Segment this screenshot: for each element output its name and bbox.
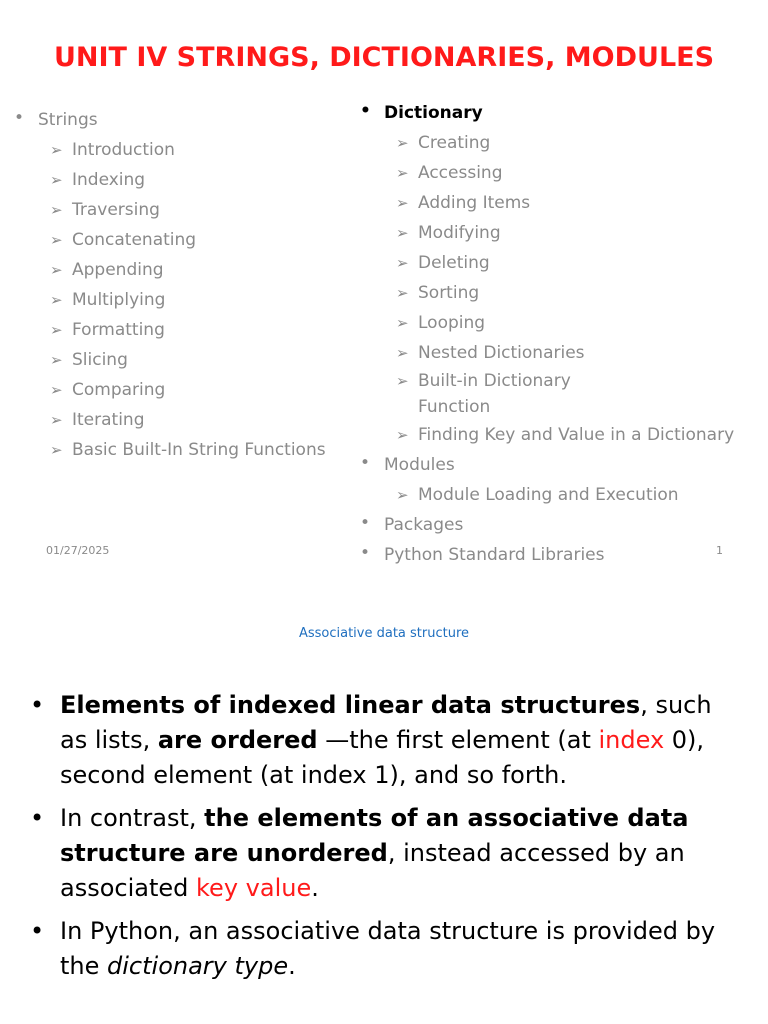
dictionary-item: ➢ Nested Dictionaries bbox=[356, 338, 734, 368]
packages-heading: • Packages bbox=[356, 510, 734, 540]
arrow-bullet-icon: ➢ bbox=[396, 164, 409, 182]
arrow-bullet-icon: ➢ bbox=[50, 231, 63, 249]
dictionary-item: ➢ Creating bbox=[356, 128, 734, 158]
arrow-bullet-icon: ➢ bbox=[396, 344, 409, 362]
strings-outline bbox=[10, 105, 326, 465]
strings-item: ➢ Indexing bbox=[10, 165, 326, 195]
arrow-bullet-icon: ➢ bbox=[396, 224, 409, 242]
arrow-bullet-icon: ➢ bbox=[50, 411, 63, 429]
arrow-bullet-icon: ➢ bbox=[396, 194, 409, 212]
bullet-indexed-structures: • Elements of indexed linear data structures, such as lists, are ordered —the first element (at index 0), second element (at index 1), and so forth. bbox=[28, 688, 728, 793]
bullet-list bbox=[28, 688, 728, 992]
arrow-bullet-icon: ➢ bbox=[396, 314, 409, 332]
arrow-bullet-icon: ➢ bbox=[50, 321, 63, 339]
dictionary-heading: • Dictionary bbox=[356, 98, 734, 128]
strings-heading: • Strings bbox=[10, 105, 326, 135]
dictionary-item: ➢ Looping bbox=[356, 308, 734, 338]
arrow-bullet-icon: ➢ bbox=[396, 134, 409, 152]
dictionary-item: ➢ Accessing bbox=[356, 158, 734, 188]
slide-page-number: 1 bbox=[716, 544, 723, 557]
strings-item: ➢ Introduction bbox=[10, 135, 326, 165]
modules-heading: • Modules bbox=[356, 450, 734, 480]
arrow-bullet-icon: ➢ bbox=[396, 284, 409, 302]
dictionary-outline bbox=[356, 98, 734, 570]
arrow-bullet-icon: ➢ bbox=[50, 261, 63, 279]
strings-item: ➢ Comparing bbox=[10, 375, 326, 405]
arrow-bullet-icon: ➢ bbox=[50, 141, 63, 159]
arrow-bullet-icon: ➢ bbox=[396, 372, 409, 390]
arrow-bullet-icon: ➢ bbox=[50, 441, 63, 459]
strings-item: ➢ Appending bbox=[10, 255, 326, 285]
arrow-bullet-icon: ➢ bbox=[50, 351, 63, 369]
arrow-bullet-icon: ➢ bbox=[396, 486, 409, 504]
strings-item: ➢ Iterating bbox=[10, 405, 326, 435]
arrow-bullet-icon: ➢ bbox=[50, 201, 63, 219]
strings-item: ➢ Multiplying bbox=[10, 285, 326, 315]
dictionary-item: ➢ Deleting bbox=[356, 248, 734, 278]
strings-item: ➢ Formatting bbox=[10, 315, 326, 345]
dictionary-item: ➢ Finding Key and Value in a Dictionary bbox=[356, 420, 734, 450]
modules-item: ➢ Module Loading and Execution bbox=[356, 480, 734, 510]
strings-item: ➢ Traversing bbox=[10, 195, 326, 225]
strings-item: ➢ Basic Built-In String Functions bbox=[10, 435, 326, 465]
libraries-heading: • Python Standard Libraries bbox=[356, 540, 734, 570]
slide-subtitle: Associative data structure bbox=[298, 626, 470, 641]
arrow-bullet-icon: ➢ bbox=[50, 171, 63, 189]
slide-date: 01/27/2025 bbox=[46, 544, 110, 557]
dictionary-item: ➢ Modifying bbox=[356, 218, 734, 248]
dictionary-item: ➢ Sorting bbox=[356, 278, 734, 308]
arrow-bullet-icon: ➢ bbox=[50, 381, 63, 399]
dictionary-item: ➢ Adding Items bbox=[356, 188, 734, 218]
bullet-python-dictionary: • In Python, an associative data structure is provided by the dictionary type. bbox=[28, 914, 728, 984]
arrow-bullet-icon: ➢ bbox=[396, 254, 409, 272]
strings-item: ➢ Concatenating bbox=[10, 225, 326, 255]
arrow-bullet-icon: ➢ bbox=[50, 291, 63, 309]
dictionary-item: ➢ Built-in Dictionary Function bbox=[356, 368, 608, 420]
bullet-associative-structures: • In contrast, the elements of an associative data structure are unordered, instead accessed by an associated key value. bbox=[28, 801, 728, 906]
strings-item: ➢ Slicing bbox=[10, 345, 326, 375]
slide-title: UNIT IV STRINGS, DICTIONARIES, MODULES bbox=[53, 42, 715, 73]
arrow-bullet-icon: ➢ bbox=[396, 426, 409, 444]
slide-2 bbox=[0, 612, 768, 1024]
